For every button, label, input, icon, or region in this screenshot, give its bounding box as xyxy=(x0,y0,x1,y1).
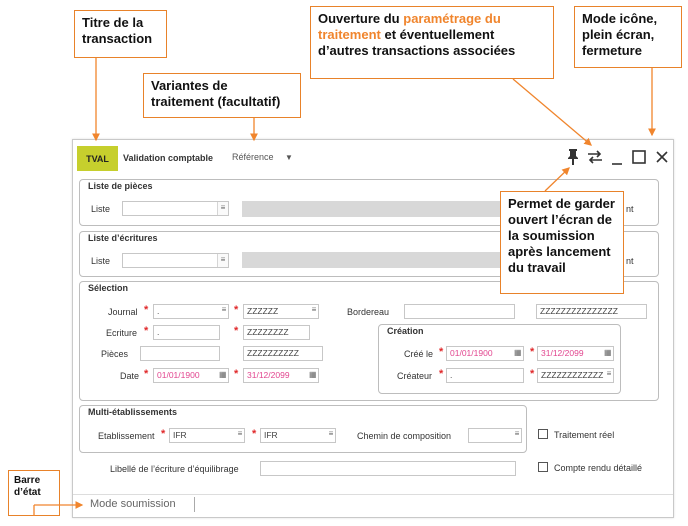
required-marker: * xyxy=(530,368,535,380)
list-icon[interactable]: ≡ xyxy=(217,202,228,215)
journal-label: Journal xyxy=(108,307,138,317)
liste-pieces-trailing: nt xyxy=(626,204,634,214)
traitement-reel-label: Traitement réel xyxy=(554,430,615,440)
compte-rendu-label: Compte rendu détaillé xyxy=(554,463,643,473)
required-marker: * xyxy=(144,304,149,316)
callout-titre-text: Titre de la transaction xyxy=(82,15,153,46)
libelle-label: Libellé de l’écriture d’équilibrage xyxy=(110,464,239,474)
liste-ecritures-label: Liste xyxy=(91,256,111,266)
required-marker: * xyxy=(144,325,149,337)
journal-to-list[interactable]: ≡ xyxy=(311,305,317,314)
createur-to-list[interactable]: ≡ xyxy=(606,369,612,378)
calendar-icon[interactable]: ▦ xyxy=(309,370,317,379)
cree-from-input[interactable]: 01/01/1900 xyxy=(446,346,524,361)
pieces-label: Pièces xyxy=(101,349,129,359)
transaction-code: TVAL xyxy=(86,153,109,164)
required-marker: * xyxy=(144,368,149,380)
chemin-list[interactable]: ≡ xyxy=(514,429,520,438)
date-label: Date xyxy=(120,371,140,381)
callout-barre-text: Barre d’état xyxy=(14,475,41,498)
ecriture-to-input[interactable]: ZZZZZZZZ xyxy=(243,325,310,340)
chevron-down-icon: ▼ xyxy=(285,153,293,162)
required-marker: * xyxy=(439,368,444,380)
required-marker: * xyxy=(252,428,257,440)
callout-ouverture-highlight: paramétrage du traitement xyxy=(318,11,501,42)
pieces-to-input[interactable]: ZZZZZZZZZZ xyxy=(243,346,323,361)
createur-from-input[interactable]: . xyxy=(446,368,524,383)
required-marker: * xyxy=(161,428,166,440)
transaction-title: Validation comptable xyxy=(123,153,214,163)
callout-ouverture-pre: Ouverture du xyxy=(318,11,404,26)
liste-ecritures-trailing: nt xyxy=(626,256,634,266)
etablissement-to-list[interactable]: ≡ xyxy=(328,429,334,438)
required-marker: * xyxy=(530,346,535,358)
callout-ouverture-post: et éventuellement d’autres transactions associées xyxy=(318,27,516,58)
arrow-ouverture xyxy=(513,79,591,145)
etablissement-label: Etablissement xyxy=(98,431,155,441)
calendar-icon[interactable]: ▦ xyxy=(219,370,227,379)
ecriture-label: Ecriture xyxy=(106,328,138,338)
journal-from-list[interactable]: ≡ xyxy=(221,305,227,314)
variant-label: Référence xyxy=(232,152,274,162)
date-to-input[interactable]: 31/12/2099 xyxy=(243,368,319,383)
status-bar-text: Mode soumission xyxy=(90,498,176,510)
calendar-icon[interactable]: ▦ xyxy=(514,348,522,357)
cree-to-input[interactable]: 31/12/2099 xyxy=(537,346,614,361)
callout-mode-text: Mode icône, plein écran, fermeture xyxy=(582,11,658,58)
required-marker: * xyxy=(234,304,239,316)
group-selection-title: Sélection xyxy=(88,283,129,293)
list-icon[interactable]: ≡ xyxy=(217,254,228,267)
liste-pieces-label: Liste xyxy=(91,204,111,214)
date-from-input[interactable]: 01/01/1900 xyxy=(153,368,229,383)
etablissement-from-input[interactable]: IFR xyxy=(169,428,245,443)
bordereau-to-input[interactable]: ZZZZZZZZZZZZZZZ xyxy=(536,304,647,319)
etablissement-to-input[interactable]: IFR xyxy=(260,428,336,443)
group-creation-title: Création xyxy=(387,326,424,336)
journal-from-input[interactable]: . xyxy=(153,304,229,319)
chemin-label: Chemin de composition xyxy=(357,431,452,441)
group-liste-ecritures-title: Liste d’écritures xyxy=(88,233,158,243)
etablissement-from-list[interactable]: ≡ xyxy=(237,429,243,438)
bordereau-label: Bordereau xyxy=(347,307,390,317)
required-marker: * xyxy=(439,346,444,358)
callout-garder-text: Permet de garder ouvert l’écran de la soumission après lancement du travail xyxy=(508,196,615,275)
cree-le-label: Créé le xyxy=(404,349,434,359)
callout-variantes-text: Variantes de traitement (facultatif) xyxy=(151,78,281,109)
arrow-garder xyxy=(545,168,569,191)
calendar-icon[interactable]: ▦ xyxy=(604,348,612,357)
journal-to-input[interactable]: ZZZZZZ xyxy=(243,304,319,319)
group-multi-title: Multi-établissements xyxy=(88,407,178,417)
required-marker: * xyxy=(234,368,239,380)
createur-to-input[interactable]: ZZZZZZZZZZZZ xyxy=(537,368,614,383)
ecriture-from-input[interactable]: . xyxy=(153,325,220,340)
group-liste-pieces-title: Liste de pièces xyxy=(88,181,153,191)
createur-label: Créateur xyxy=(397,371,433,381)
required-marker: * xyxy=(234,325,239,337)
